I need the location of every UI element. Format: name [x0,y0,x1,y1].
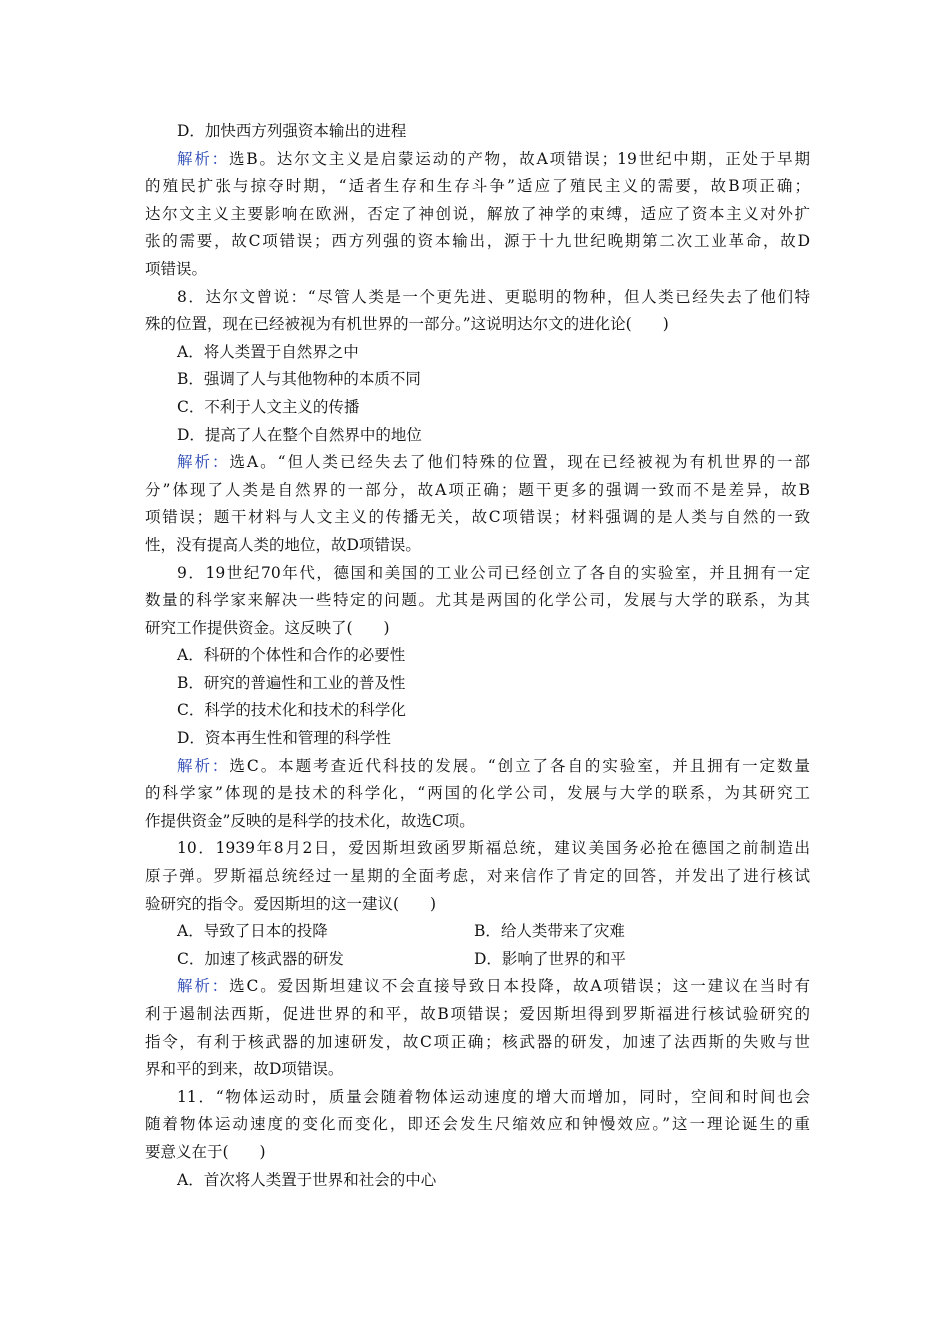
q7-option-d: D．加快西方列强资本输出的进程 [177,122,407,140]
q8-option-d: D．提高了人在整个自然界中的地位 [177,425,422,444]
q10-option-a: A．导致了日本的投降 [177,922,328,941]
q11-stem-line-3: 要意义在于( ) [145,1142,266,1161]
q10-option-b: B．给人类带来了灾难 [474,922,625,941]
q10-analysis-line-3: 指令，有利于核武器的加速研发，故C项正确；核武器的研发，加速了法西斯的失败与世 [145,1032,810,1051]
q10-analysis-line-2: 利于遏制法西斯，促进世界的和平，故B项错误；爱因斯坦得到罗斯福进行核试验研究的 [145,1005,810,1023]
q8-stem-line-2: 殊的位置，现在已经被视为有机世界的一部分。”这说明达尔文的进化论( ) [145,315,669,334]
q10-analysis-line-4: 界和平的到来，故D项错误。 [145,1060,344,1079]
q11-stem-line-2: 随着物体运动速度的变化而变化，即还会发生尺缩效应和钟慢效应。”这一理论诞生的重 [145,1115,810,1134]
q10-options-row-1 [145,918,810,946]
q8-option-c: C．不利于人文主义的传播 [177,397,360,416]
q9-option-d: D．资本再生性和管理的科学性 [177,729,391,748]
q8-analysis-line-2: 分”体现了人类是自然界的一部分，故A项正确；题干更多的强调一致而不是差异，故B [145,480,810,499]
q9-analysis-line-1: 解析：选C。本题考查近代科技的发展。“创立了各自的实验室，并且拥有一定数量 [177,756,810,775]
q10-analysis-line-1: 解析：选C。爱因斯坦建议不会直接导致日本投降，故A项错误；这一建议在当时有 [177,977,810,996]
q10-options-row-2 [145,946,810,974]
q8-analysis-line-1: 解析：选A。“但人类已经失去了他们特殊的位置，现在已经被视为有机世界的一部 [177,453,810,472]
q7-analysis-line-2: 的殖民扩张与掠夺时期，“适者生存和生存斗争”适应了殖民主义的需要，故B项正确； [145,177,810,196]
q9-stem-line-3: 研究工作提供资金。这反映了( ) [145,618,390,637]
q11-option-a: A．首次将人类置于世界和社会的中心 [177,1170,437,1189]
q9-stem-line-2: 数量的科学家来解决一些特定的问题。尤其是两国的化学公司，发展与大学的联系，为其 [145,591,810,610]
q8-analysis-line-4: 性，没有提高人类的地位，故D项错误。 [145,535,421,554]
q10-option-c: C．加速了核武器的研发 [177,949,344,968]
q9-option-a: A．科研的个体性和合作的必要性 [177,646,406,665]
q9-analysis-label: 解析： [177,756,230,775]
q11-stem-line-1: 11．“物体运动时，质量会随着物体运动速度的增大而增加，同时，空间和时间也会 [177,1087,810,1106]
q9-option-b: B．研究的普遍性和工业的普及性 [177,673,406,692]
q10-option-d: D．影响了世界的和平 [474,949,626,968]
q9-option-c: C．科学的技术化和技术的科学化 [177,701,406,720]
q7-analysis-line-5: 项错误。 [145,259,208,278]
q9-analysis-line-2: 的科学家”体现的是技术的科学化，“两国的化学公司，发展与大学的联系，为其研究工 [145,784,810,803]
q10-stem-line-1: 10．1939年8月2日，爱因斯坦致函罗斯福总统，建议美国务必抢在德国之前制造出 [177,839,810,858]
q7-analysis-label: 解析： [177,149,229,168]
q8-analysis-label: 解析： [177,453,230,472]
q8-stem-line-1: 8．达尔文曾说：“尽管人类是一个更先进、更聪明的物种，但人类已经失去了他们特 [177,287,810,306]
q7-analysis-line-3: 达尔文主义主要影响在欧洲，否定了神创说，解放了神学的束缚，适应了资本主义对外扩 [145,204,810,223]
q9-stem-line-1: 9．19世纪70年代，德国和美国的工业公司已经创立了各自的实验室，并且拥有一定 [177,563,810,582]
q10-analysis-label: 解析： [177,977,230,996]
q8-option-b: B．强调了人与其他物种的本质不同 [177,370,421,389]
q8-analysis-line-3: 项错误；题干材料与人文主义的传播无关，故C项错误；材料强调的是人类与自然的一致 [145,508,810,527]
q10-stem-line-3: 验研究的指令。爱因斯坦的这一建议( ) [145,894,437,913]
q9-analysis-line-3: 作提供资金”反映的是科学的技术化，故选C项。 [145,811,475,830]
q10-stem-line-2: 原子弹。罗斯福总统经过一星期的全面考虑，对来信作了肯定的回答，并发出了进行核试 [145,867,810,886]
q8-option-a: A．将人类置于自然界之中 [177,342,359,361]
document-page [145,118,810,1194]
q7-analysis-line-1: 解析：选B。达尔文主义是启蒙运动的产物，故A项错误；19世纪中期，正处于早期 [177,149,810,168]
q7-analysis-line-4: 张的需要，故C项错误；西方列强的资本输出，源于十九世纪晚期第二次工业革命，故D [145,232,810,251]
